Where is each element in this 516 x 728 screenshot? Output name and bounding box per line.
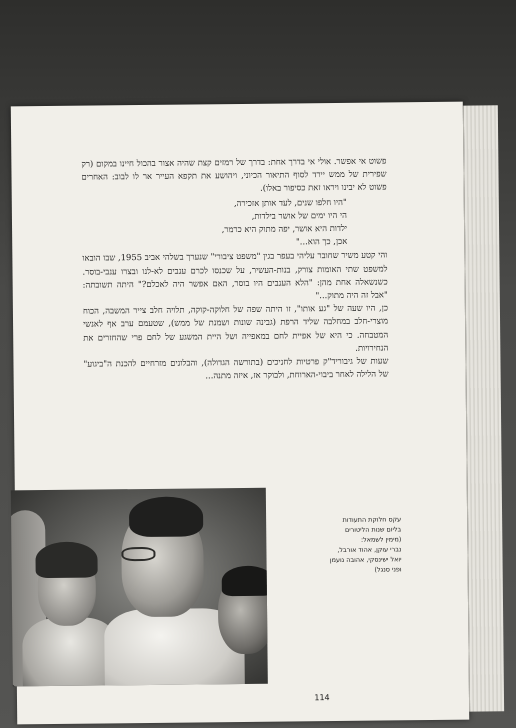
caption-line-5: יואל ישינסקי, אהובה נועמן xyxy=(329,555,402,565)
poem xyxy=(82,195,388,251)
photo-glasses xyxy=(121,547,155,561)
poem-line-1: "היו חלפו שנים, לעד אותן אזכירה, xyxy=(233,196,347,208)
group-photograph xyxy=(11,488,268,687)
paragraph-2: והי קטע משיר שחובר עליהי בעפר בגין "משפט ציבורי" שנערך בשלהי אביב 1955, שבו הובאו למשפט שתי האומות צורק, בנות-העשיר, על שכנסו לכרם ענבים לא-לנו ובצרו ענבי-בוסר. כשנשאלה אחת מהן: "הלא הענבים היו בוסר, האם אפשר היה לאכלם?" היתה תשובתה: "אבל זה היה מתוק..." xyxy=(82,249,388,301)
caption-line-2: בליום שנות הליטורים xyxy=(344,525,402,534)
photo-figure-right-hair xyxy=(222,566,268,597)
photo-figure-woman-hair xyxy=(35,542,97,579)
photo-caption xyxy=(301,514,402,575)
poem-line-2: הי היו ימים של אושר בילדות, xyxy=(251,209,347,221)
caption-line-6: ופני סנגל) xyxy=(374,565,402,574)
page-number: 114 xyxy=(314,693,330,703)
paragraph-3: כן, היו שעה של "גע אותו", זו היתה שפה של חלוקה-קוקה, תלויה חלב צייר המשבה, הכוח מוצרי-חלב במחלבה שליד הרפת (גבינה שונות ושמנת של ממש), שטעמם ערב אף לאנשי המטבחה. כי היא של אפיית לחם במאפייה ושל היית המשגע של לחם פרי שהחזרים את הנחירויות. xyxy=(82,302,389,353)
book-page xyxy=(11,102,469,725)
body-text xyxy=(81,154,388,384)
poem-line-3: ילדות היא אושר, יפה מתוק היא כרמר, xyxy=(221,222,348,235)
caption-line-1: עקס חלוקת התעודות xyxy=(342,515,402,524)
paragraph-1: פשוט אי אפשר. אולי אי בדרך אחת: בדרך של רמזים קצת שהיה אצור בהכול חיינו במקום (רק שפירית של ממש יירד לסוף התיאור הכיוני, ויהושע את תקפא העייר אר לו לבוב: האחרים פשוט לא יבינו ויראו זאת כסיפור באלו). xyxy=(81,155,387,194)
photo-figure-man-hair xyxy=(129,496,203,537)
paragraph-4: שעות של גיבוריד"ק פרטיות לחניכים (בתורשה הגדולה), והבלונים מזרחיים להכנת ה"ביגוע" של הלילה לאחר ביבוי-הארוחת, ולבוקר אז, איזה מתנה... xyxy=(83,355,389,381)
caption-line-3: (מימין לשמאל: xyxy=(360,535,402,544)
poem-line-4: אכן, כך הוא..." xyxy=(295,236,348,247)
caption-line-4: נברי עוקן, אהוד אורבל, xyxy=(337,545,402,554)
page-stack-edges xyxy=(463,105,504,711)
